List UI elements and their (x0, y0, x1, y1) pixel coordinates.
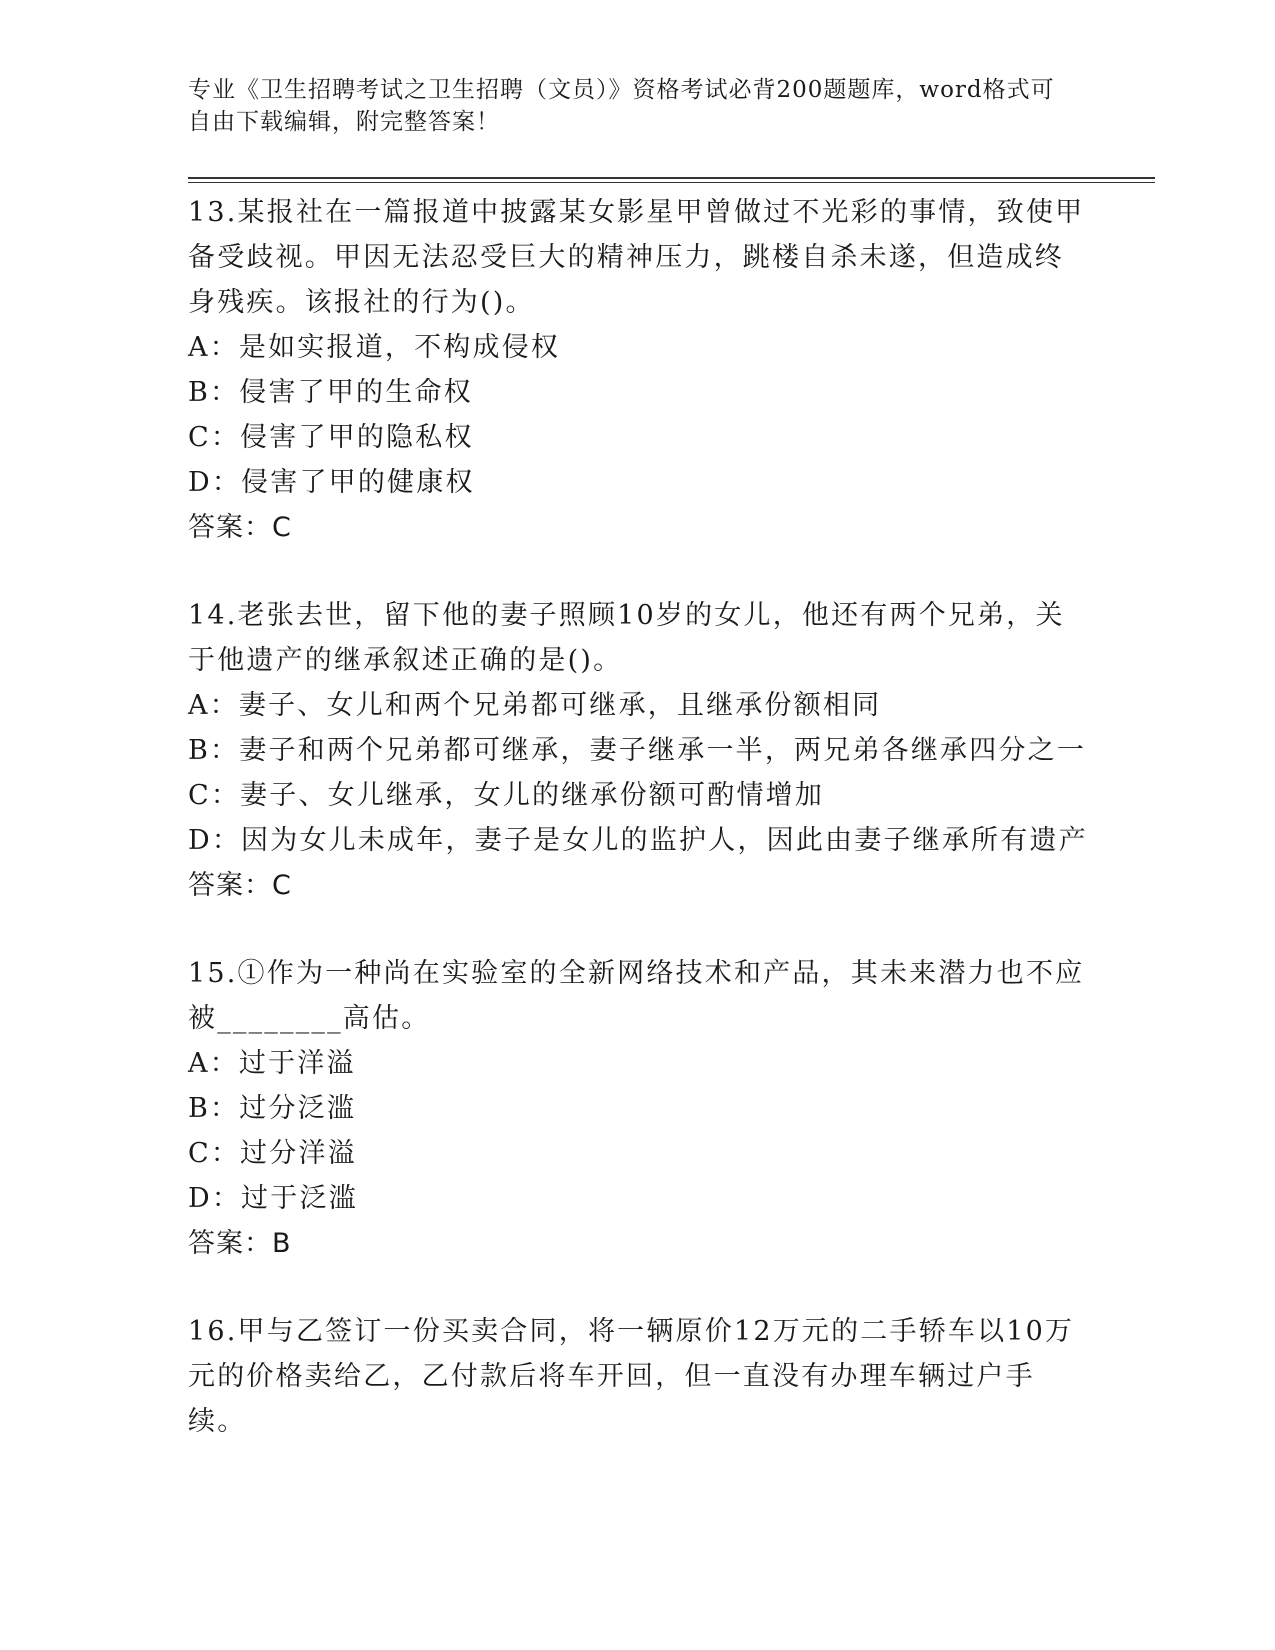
option-c: C：妻子、女儿继承，女儿的继承份额可酌情增加 (188, 780, 825, 811)
option-d: D：过于泛滥 (188, 1183, 358, 1214)
question-stem: 14.老张去世，留下他的妻子照顾10岁的女儿，他还有两个兄弟，关于他遗产的继承叙述正确的是()。 (188, 600, 1065, 676)
option-a: A：过于洋溢 (188, 1048, 356, 1079)
question-13 (188, 190, 1088, 550)
answer-label: 答案：B (188, 1228, 292, 1259)
question-15 (188, 951, 1088, 1266)
question-stem: 15.①作为一种尚在实验室的全新网络技术和产品，其未来潜力也不应被________高估。 (188, 958, 1085, 1034)
option-a: A：妻子、女儿和两个兄弟都可继承，且继承份额相同 (188, 690, 882, 721)
header-divider-thin (188, 182, 1155, 183)
option-c: C：过分洋溢 (188, 1138, 357, 1169)
question-stem: 16.甲与乙签订一份买卖合同，将一辆原价12万元的二手轿车以10万元的价格卖给乙，乙付款后将车开回，但一直没有办理车辆过户手续。 (188, 1316, 1075, 1437)
option-a: A：是如实报道，不构成侵权 (188, 332, 561, 363)
option-b: B：侵害了甲的生命权 (188, 377, 473, 408)
answer-label: 答案：C (188, 512, 292, 543)
option-d: D：因为女儿未成年，妻子是女儿的监护人，因此由妻子继承所有遗产 (188, 825, 1088, 856)
document-header: 专业《卫生招聘考试之卫生招聘（文员）》资格考试必背200题题库，word格式可自由下载编辑，附完整答案！ (188, 77, 1055, 135)
question-list (188, 190, 1088, 1487)
question-16 (188, 1309, 1088, 1444)
question-stem: 13.某报社在一篇报道中披露某女影星甲曾做过不光彩的事情，致使甲备受歧视。甲因无法忍受巨大的精神压力，跳楼自杀未遂，但造成终身残疾。该报社的行为()。 (188, 197, 1085, 318)
answer-label: 答案：C (188, 870, 292, 901)
option-b: B：妻子和两个兄弟都可继承，妻子继承一半，两兄弟各继承四分之一 (188, 735, 1087, 766)
option-b: B：过分泛滥 (188, 1093, 357, 1124)
option-c: C：侵害了甲的隐私权 (188, 422, 474, 453)
header-divider (188, 177, 1155, 179)
option-d: D：侵害了甲的健康权 (188, 467, 475, 498)
question-14 (188, 593, 1088, 908)
